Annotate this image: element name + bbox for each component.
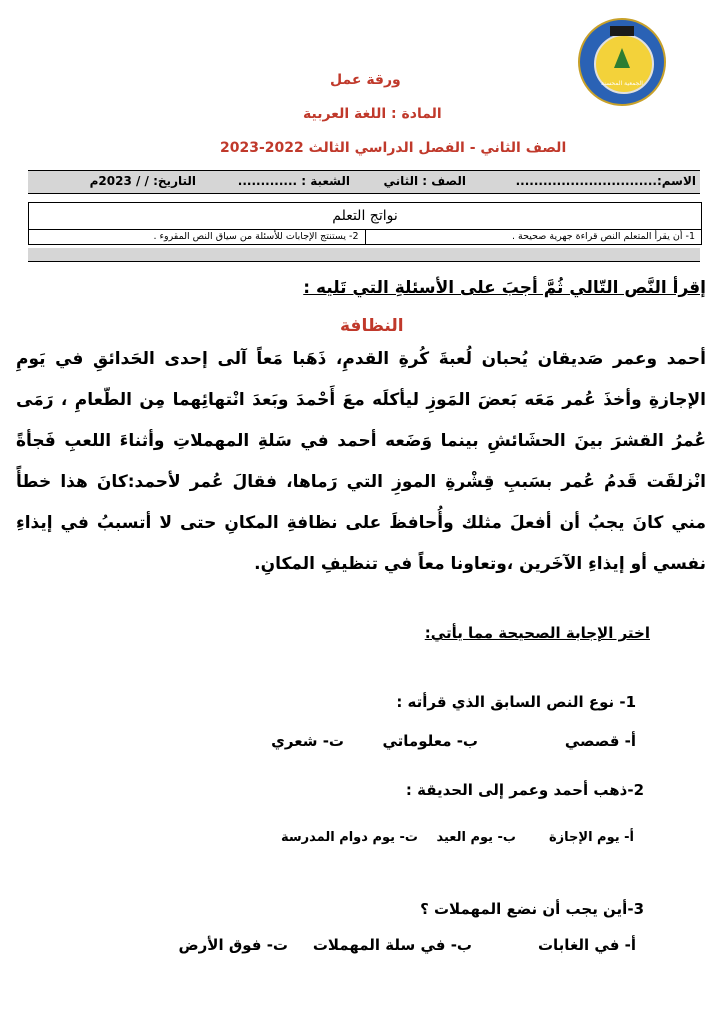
question-2: 2-ذهب أحمد وعمر إلى الحديقة : xyxy=(405,781,644,799)
q2-option-c[interactable]: ت- يوم دوام المدرسة xyxy=(280,830,418,845)
q3-option-a[interactable]: أ- في الغابات xyxy=(537,936,636,954)
outcomes-row xyxy=(29,230,701,244)
graduation-cap-icon xyxy=(610,26,634,36)
question-1: 1- نوع النص السابق الذي قرأته : xyxy=(396,693,636,711)
q1-option-c[interactable]: ت- شعري xyxy=(271,732,344,750)
q3-option-c[interactable]: ت- فوق الأرض xyxy=(178,936,288,954)
school-logo xyxy=(578,18,666,106)
q1-option-b[interactable]: ب- معلوماتي xyxy=(382,732,478,750)
date-field: التاريخ: / / 2023م xyxy=(89,174,196,188)
passage-title: النظافة xyxy=(340,316,404,336)
section-field: الشعبة : ............. xyxy=(237,174,350,188)
gray-divider xyxy=(28,248,700,262)
info-bar xyxy=(28,170,700,194)
q1-option-a[interactable]: أ- قصصي xyxy=(564,732,636,750)
class-field: الصف : الثاني xyxy=(383,174,466,188)
outcome-1: 1- أن يقرأ المتعلم النص قراءة جهرية صحيحة . xyxy=(512,231,695,242)
logo-text: الجمعية المحسنة xyxy=(601,80,643,87)
grade-line: الصف الثاني - الفصل الدراسي الثالث 2022-2023 xyxy=(220,140,567,156)
reading-instruction: إقرأ النَّص التّالي ثُمَّ أجبَ على الأسئلةِ التي تَليه : xyxy=(303,278,706,298)
worksheet-title: ورقة عمل xyxy=(330,72,401,88)
outcome-2: 2- يستنتج الإجابات للأسئلة من سياق النص المقروء . xyxy=(29,230,366,244)
name-field: الاسم:............................... xyxy=(515,174,696,188)
mcq-heading: اختر الإجابة الصحيحة مما يأتي: xyxy=(424,624,650,642)
q3-option-b[interactable]: ب- في سلة المهملات xyxy=(312,936,472,954)
subject-line: المادة : اللغة العربية xyxy=(303,106,442,122)
reading-passage: أحمد وعمر صَديقان يُحبان لُعبةَ كُرةِ القدمِ، ذَهَبا مَعاً آلى إحدى الحَدائقِ في يَومِ الإجازةِ وأخذَ عُمر مَعَه بَعضَ المَوزِ ليأكلَه معَ أَحْمدَ وبَعدَ انْتهائِهما مِن الطّعامِ ، رَمَى عُمرُ القشرَ بينَ الحشَائشِ بينما وَضَعه أحمد في سَلةِ المهملاتِ وأثناءَ اللعبِ فَجأةً انْزلقَت قَدمُ عُمر بسَببِ قِشْرةِ الموزِ التي رَماها، فقالَ عُمر لأحمد:كانَ هذا خطأً مني كانَ يجبُ أن أفعلَ مثلك وأُحافظَ على نظافةِ المكانِ حتى لا أتسببُ في إيذاءِ نفسي أو إيذاءِ الآخَرين ،وتعاونا معاً في تنظيفِ المكانِ. xyxy=(16,349,706,574)
question-3: 3-أين يجب أن نضع المهملات ؟ xyxy=(420,900,644,918)
outcomes-table xyxy=(28,202,702,245)
outcomes-title: نواتج التعلم xyxy=(29,203,701,230)
q2-option-a[interactable]: أ- يوم الإجازة xyxy=(548,830,634,845)
q2-option-b[interactable]: ب- يوم العيد xyxy=(436,830,516,845)
